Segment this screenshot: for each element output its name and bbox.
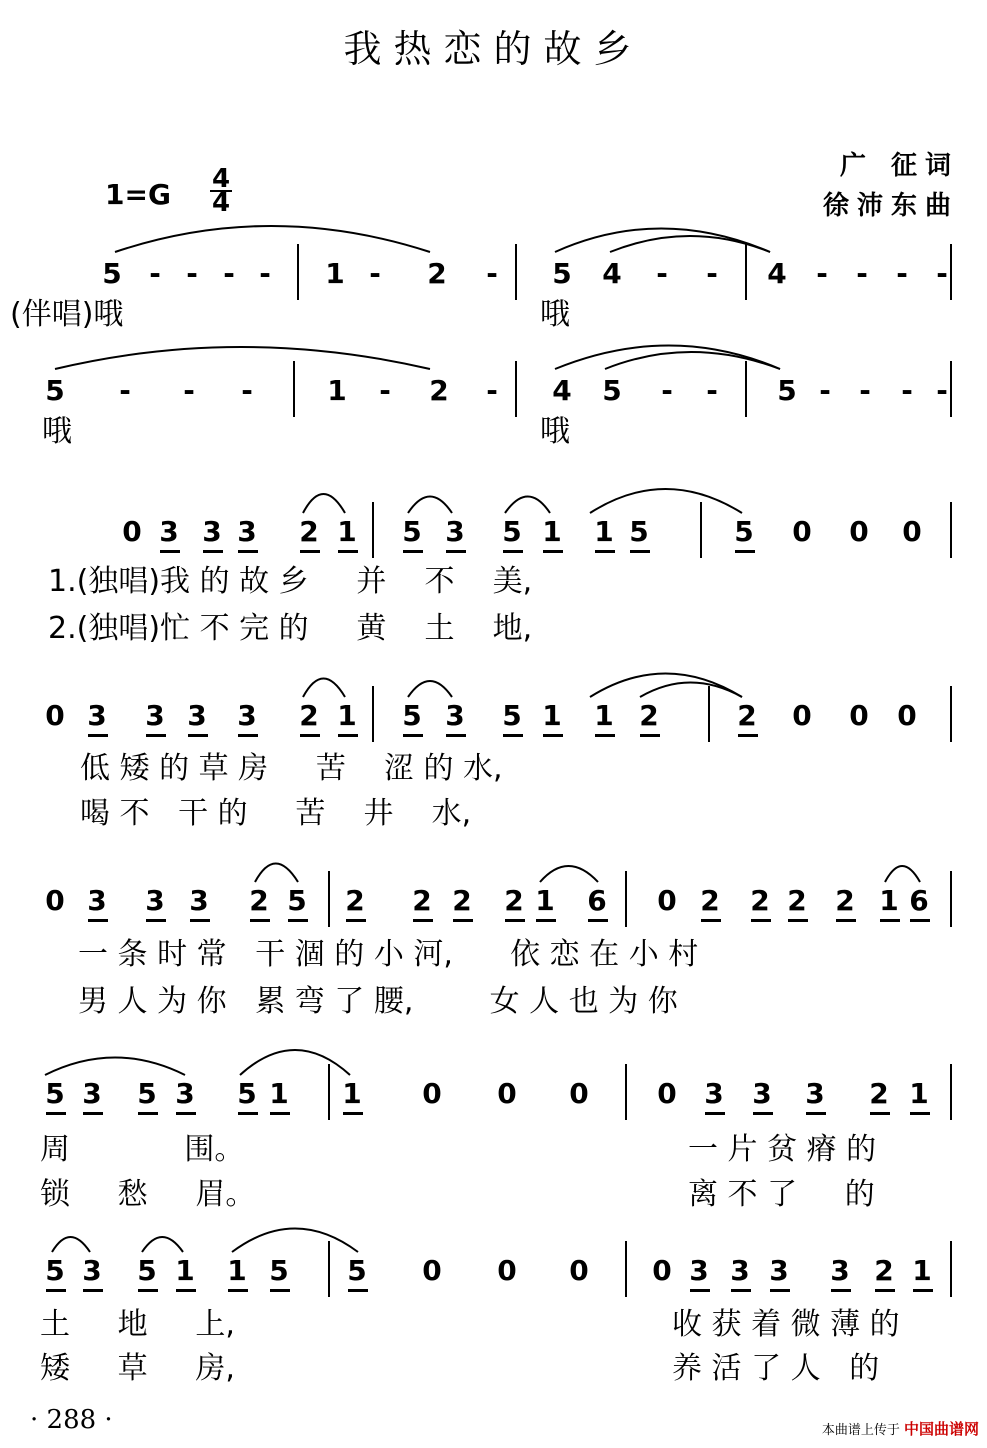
slur	[142, 1237, 183, 1252]
note: 4	[602, 257, 622, 290]
watermark-prefix: 本曲谱上传于	[821, 1423, 900, 1438]
slur	[255, 864, 298, 883]
note: 2	[639, 699, 659, 732]
note: 1	[227, 1254, 247, 1287]
lyric-line: 土 地 上,	[40, 1307, 235, 1342]
note: 2	[869, 1077, 889, 1110]
lyric-line: 哦	[540, 414, 570, 449]
dash-note: -	[149, 257, 161, 290]
note: 2	[427, 257, 447, 290]
note: 5	[734, 515, 754, 548]
slur	[115, 226, 430, 252]
dash-note: -	[259, 257, 271, 290]
slur	[640, 683, 742, 698]
lyric-line: 哦	[540, 297, 570, 332]
note: 1	[542, 699, 562, 732]
note: 0	[657, 884, 677, 917]
note: 0	[902, 515, 922, 548]
note: 2	[874, 1254, 894, 1287]
dash-note: -	[901, 374, 913, 407]
lyricist-credit: 广 征词	[839, 151, 959, 181]
note: 5	[137, 1077, 157, 1110]
note: 2	[750, 884, 770, 917]
note: 5	[629, 515, 649, 548]
dash-note: -	[819, 374, 831, 407]
slur	[408, 497, 452, 514]
note: 5	[402, 699, 422, 732]
note: 0	[422, 1077, 442, 1110]
note: 2	[787, 884, 807, 917]
note: 1	[912, 1254, 932, 1287]
slur	[555, 229, 770, 253]
key-signature: 1=G	[105, 178, 171, 211]
lyric-line: 哦	[42, 414, 72, 449]
note: 2	[299, 515, 319, 548]
note: 1	[327, 374, 347, 407]
song-title: 我热恋的故乡	[343, 27, 644, 71]
note: 1	[337, 699, 357, 732]
note: 0	[652, 1254, 672, 1287]
slur	[590, 489, 742, 513]
note: 3	[189, 884, 209, 917]
note: 1	[535, 884, 555, 917]
lyric-line: 男 人 为 你 累 弯 了 腰, 女 人 也 为 你	[78, 984, 678, 1019]
dash-note: -	[896, 257, 908, 290]
note: 3	[87, 884, 107, 917]
note: 0	[569, 1254, 589, 1287]
note: 0	[849, 515, 869, 548]
note: 2	[299, 699, 319, 732]
note: 5	[777, 374, 797, 407]
lyric-line: 矮 草 房,	[40, 1351, 235, 1386]
dash-note: -	[706, 257, 718, 290]
dash-note: -	[706, 374, 718, 407]
note: 2	[429, 374, 449, 407]
dash-note: -	[119, 374, 131, 407]
note: 5	[237, 1077, 257, 1110]
slur	[540, 866, 598, 882]
note: 1	[337, 515, 357, 548]
note: 5	[402, 515, 422, 548]
note: 5	[45, 374, 65, 407]
slur	[505, 497, 550, 514]
note: 2	[452, 884, 472, 917]
note: 3	[202, 515, 222, 548]
slur	[52, 1237, 90, 1252]
note: 3	[769, 1254, 789, 1287]
dash-note: -	[661, 374, 673, 407]
note: 1	[342, 1077, 362, 1110]
note: 5	[502, 699, 522, 732]
dash-note: -	[486, 374, 498, 407]
slur	[303, 679, 345, 698]
note: 3	[175, 1077, 195, 1110]
note: 5	[502, 515, 522, 548]
note: 5	[347, 1254, 367, 1287]
slur	[303, 494, 345, 513]
note: 1	[542, 515, 562, 548]
note: 1	[594, 515, 614, 548]
dash-note: -	[936, 374, 948, 407]
dash-note: -	[859, 374, 871, 407]
watermark-brand: 中国曲谱网	[903, 1420, 979, 1438]
composer-credit: 徐沛东曲	[822, 191, 959, 221]
note: 5	[102, 257, 122, 290]
note: 1	[175, 1254, 195, 1287]
time-signature-bottom: 4	[211, 188, 231, 218]
note: 3	[689, 1254, 709, 1287]
lyric-line: 低 矮 的 草 房 苦 涩 的 水,	[80, 751, 503, 786]
note: 1	[909, 1077, 929, 1110]
note: 3	[237, 699, 257, 732]
note: 1	[325, 257, 345, 290]
dash-note: -	[379, 374, 391, 407]
note: 0	[657, 1077, 677, 1110]
note: 4	[767, 257, 787, 290]
note: 3	[82, 1077, 102, 1110]
note: 5	[269, 1254, 289, 1287]
lyric-line: 一 片 贫 瘠 的	[688, 1132, 877, 1167]
note: 3	[830, 1254, 850, 1287]
note: 0	[122, 515, 142, 548]
lyric-line: (伴唱)哦	[10, 297, 124, 332]
note: 3	[145, 699, 165, 732]
note: 3	[704, 1077, 724, 1110]
lyric-line: 养 活 了 人 的	[672, 1351, 880, 1386]
note: 3	[752, 1077, 772, 1110]
note: 2	[835, 884, 855, 917]
slur	[45, 1058, 185, 1076]
note: 0	[45, 699, 65, 732]
note: 2	[249, 884, 269, 917]
note: 0	[422, 1254, 442, 1287]
lyric-line: 1.(独唱)我 的 故 乡 并 不 美,	[48, 564, 533, 599]
note: 2	[345, 884, 365, 917]
note: 2	[504, 884, 524, 917]
note: 1	[879, 884, 899, 917]
slur	[232, 1229, 358, 1253]
slur	[605, 352, 780, 369]
note: 4	[552, 374, 572, 407]
note: 6	[909, 884, 929, 917]
slur	[610, 236, 770, 252]
lyric-line: 离 不 了 的	[688, 1177, 875, 1212]
note: 0	[497, 1254, 517, 1287]
page-number: · 288 ·	[30, 1405, 113, 1435]
dash-note: -	[656, 257, 668, 290]
note: 0	[497, 1077, 517, 1110]
note: 3	[87, 699, 107, 732]
dash-note: -	[486, 257, 498, 290]
slur	[240, 1050, 350, 1075]
note: 2	[700, 884, 720, 917]
note: 5	[602, 374, 622, 407]
note: 5	[287, 884, 307, 917]
note: 5	[552, 257, 572, 290]
note: 3	[445, 699, 465, 732]
note: 1	[269, 1077, 289, 1110]
note: 3	[445, 515, 465, 548]
dash-note: -	[186, 257, 198, 290]
dash-note: -	[816, 257, 828, 290]
lyric-line: 收 获 着 微 薄 的	[672, 1307, 900, 1342]
note: 3	[159, 515, 179, 548]
note: 5	[137, 1254, 157, 1287]
note: 0	[792, 515, 812, 548]
lyric-line: 2.(独唱)忙 不 完 的 黄 土 地,	[48, 611, 533, 646]
time-signature-top: 4	[211, 164, 231, 194]
dash-note: -	[856, 257, 868, 290]
note: 1	[594, 699, 614, 732]
note: 3	[805, 1077, 825, 1110]
note: 5	[45, 1254, 65, 1287]
dash-note: -	[183, 374, 195, 407]
lyric-line: 喝 不 干 的 苦 井 水,	[80, 796, 472, 831]
note: 0	[792, 699, 812, 732]
note: 3	[237, 515, 257, 548]
note: 3	[187, 699, 207, 732]
note: 2	[412, 884, 432, 917]
dash-note: -	[936, 257, 948, 290]
lyric-line: 锁 愁 眉。	[40, 1177, 256, 1212]
slur	[408, 681, 452, 697]
lyric-line: 周 围。	[40, 1132, 245, 1167]
slur	[885, 866, 920, 882]
note: 3	[82, 1254, 102, 1287]
dash-note: -	[369, 257, 381, 290]
lyric-line: 一 条 时 常 干 涸 的 小 河, 依 恋 在 小 村	[78, 937, 699, 972]
dash-note: -	[223, 257, 235, 290]
note: 0	[45, 884, 65, 917]
note: 3	[730, 1254, 750, 1287]
watermark	[822, 1418, 979, 1439]
note: 6	[587, 884, 607, 917]
note: 3	[145, 884, 165, 917]
note: 0	[897, 699, 917, 732]
slur	[55, 347, 430, 369]
note: 0	[849, 699, 869, 732]
note: 0	[569, 1077, 589, 1110]
note: 2	[737, 699, 757, 732]
slur	[555, 346, 780, 370]
dash-note: -	[241, 374, 253, 407]
note: 5	[45, 1077, 65, 1110]
